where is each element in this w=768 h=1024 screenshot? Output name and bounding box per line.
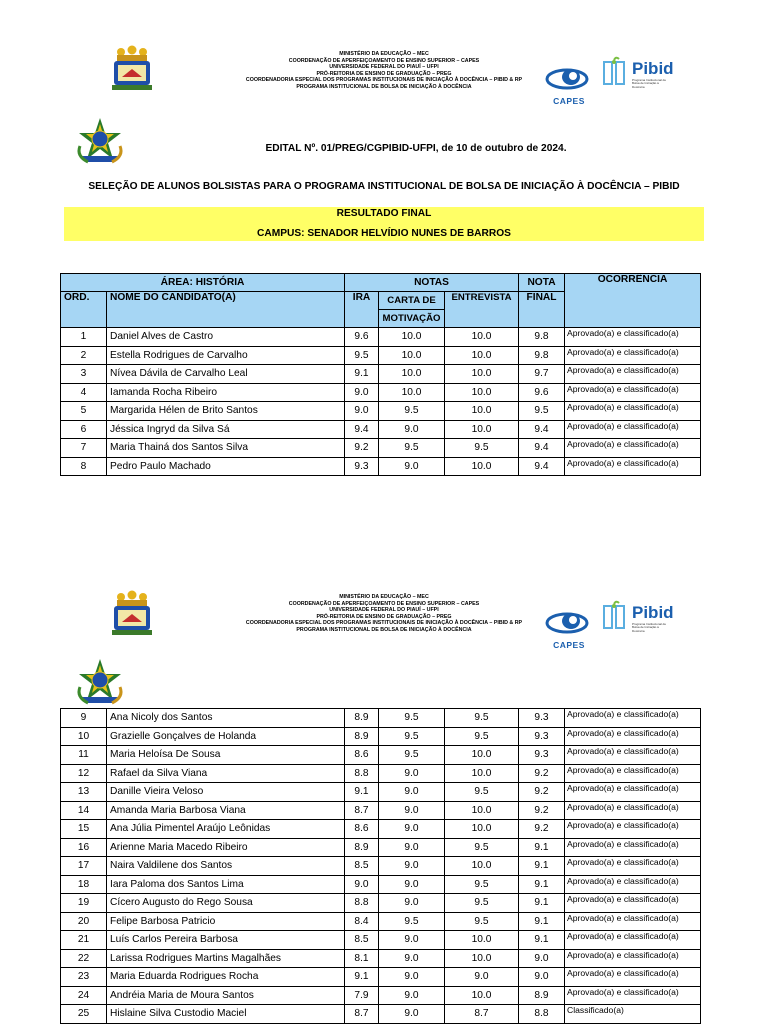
cell-entrevista: 10.0	[445, 402, 519, 421]
selection-title: SELEÇÃO DE ALUNOS BOLSISTAS PARA O PROGRAMA INSTITUCIONAL DE BOLSA DE INICIAÇÃO À DOCÊNCIA – PIBID	[88, 181, 680, 192]
cell-ira: 8.5	[345, 857, 379, 876]
cell-ira: 8.9	[345, 709, 379, 728]
table-row	[61, 746, 701, 765]
cell-nome: Estella Rodrigues de Carvalho	[107, 346, 345, 365]
cell-nota-final: 9.1	[519, 875, 565, 894]
cell-ord: 9	[61, 709, 107, 728]
result-banner	[64, 207, 704, 241]
cell-carta: 10.0	[379, 383, 445, 402]
cell-nome: Jéssica Ingryd da Silva Sá	[107, 420, 345, 439]
cell-entrevista: 10.0	[445, 457, 519, 476]
cell-ord: 16	[61, 838, 107, 857]
cell-nota-final: 9.6	[519, 383, 565, 402]
cell-ord: 10	[61, 727, 107, 746]
cell-ord: 24	[61, 986, 107, 1005]
table-row	[61, 949, 701, 968]
cell-ocorrencia: Aprovado(a) e classificado(a)	[565, 875, 701, 894]
cell-carta: 9.0	[379, 986, 445, 1005]
cell-ocorrencia: Aprovado(a) e classificado(a)	[565, 912, 701, 931]
cell-ord: 11	[61, 746, 107, 765]
cell-nota-final: 9.3	[519, 709, 565, 728]
cell-nota-final: 9.2	[519, 801, 565, 820]
cell-carta: 9.0	[379, 968, 445, 987]
cell-nome: Danille Vieira Veloso	[107, 783, 345, 802]
cell-nome: Felipe Barbosa Patricio	[107, 912, 345, 931]
header-line: COORDENAÇÃO DE APERFEIÇOAMENTO DE ENSINO SUPERIOR – CAPES	[288, 600, 480, 607]
cell-ira: 9.0	[345, 402, 379, 421]
cell-carta: 9.0	[379, 820, 445, 839]
cell-ocorrencia: Aprovado(a) e classificado(a)	[565, 402, 701, 421]
table-row	[61, 857, 701, 876]
nota-header: NOTA	[519, 274, 565, 292]
cell-nota-final: 9.1	[519, 838, 565, 857]
cell-entrevista: 10.0	[445, 746, 519, 765]
cell-ord: 8	[61, 457, 107, 476]
cell-nota-final: 9.0	[519, 949, 565, 968]
cell-carta: 9.5	[379, 912, 445, 931]
cell-nome: Cícero Augusto do Rego Sousa	[107, 894, 345, 913]
cell-ira: 8.4	[345, 912, 379, 931]
cell-nome: Maria Thainá dos Santos Silva	[107, 439, 345, 458]
campus-title: CAMPUS: SENADOR HELVÍDIO NUNES DE BARROS	[257, 228, 511, 239]
cell-ord: 12	[61, 764, 107, 783]
cell-nome: Iara Paloma dos Santos Lima	[107, 875, 345, 894]
cell-ord: 21	[61, 931, 107, 950]
table-row	[61, 328, 701, 347]
cell-ocorrencia: Aprovado(a) e classificado(a)	[565, 439, 701, 458]
cell-nota-final: 9.0	[519, 968, 565, 987]
pibid-logo	[602, 56, 682, 90]
cell-entrevista: 10.0	[445, 420, 519, 439]
cell-carta: 9.0	[379, 457, 445, 476]
header-line: UNIVERSIDADE FEDERAL DO PIAUÍ – UFPI	[329, 607, 439, 614]
cell-entrevista: 10.0	[445, 346, 519, 365]
table-row	[61, 894, 701, 913]
cell-carta: 10.0	[379, 328, 445, 347]
cell-entrevista: 10.0	[445, 857, 519, 876]
cell-entrevista: 10.0	[445, 949, 519, 968]
table-row	[61, 420, 701, 439]
cell-carta: 9.5	[379, 439, 445, 458]
header-line: MINISTÉRIO DA EDUCAÇÃO – MEC	[339, 594, 429, 600]
cell-nota-final: 8.8	[519, 1005, 565, 1024]
header-line: PRÓ-REITORIA DE ENSINO DE GRADUAÇÃO – PREG	[316, 70, 452, 77]
cell-ira: 8.8	[345, 764, 379, 783]
brazil-coat-of-arms-icon	[74, 116, 126, 168]
cell-nota-final: 9.2	[519, 820, 565, 839]
cell-entrevista: 10.0	[445, 820, 519, 839]
notas-header: NOTAS	[345, 274, 519, 292]
cell-nota-final: 9.7	[519, 365, 565, 384]
cell-ira: 9.1	[345, 968, 379, 987]
table-row	[61, 820, 701, 839]
cell-carta: 9.0	[379, 801, 445, 820]
table-row	[61, 346, 701, 365]
cell-ord: 13	[61, 783, 107, 802]
header-line: PROGRAMA INSTITUCIONAL DE BOLSA DE INICIAÇÃO À DOCÊNCIA	[296, 83, 472, 90]
cell-nota-final: 9.1	[519, 857, 565, 876]
cell-nota-final: 9.5	[519, 402, 565, 421]
pibid-label: Pibid	[632, 603, 674, 622]
table-row	[61, 365, 701, 384]
cell-ocorrencia: Aprovado(a) e classificado(a)	[565, 857, 701, 876]
cell-carta: 9.0	[379, 764, 445, 783]
pibid-label: Pibid	[632, 59, 674, 78]
cell-carta: 9.5	[379, 402, 445, 421]
cell-nome: Maria Eduarda Rodrigues Rocha	[107, 968, 345, 987]
cell-nome: Luís Carlos Pereira Barbosa	[107, 931, 345, 950]
cell-nome: Maria Heloísa De Sousa	[107, 746, 345, 765]
cell-ocorrencia: Aprovado(a) e classificado(a)	[565, 931, 701, 950]
cell-entrevista: 9.5	[445, 838, 519, 857]
cell-nota-final: 9.8	[519, 328, 565, 347]
ira-header: IRA	[345, 292, 379, 328]
cell-ocorrencia: Aprovado(a) e classificado(a)	[565, 457, 701, 476]
cell-nota-final: 9.4	[519, 457, 565, 476]
cell-ira: 9.0	[345, 383, 379, 402]
cell-ira: 8.9	[345, 727, 379, 746]
table-row	[61, 801, 701, 820]
cell-ord: 25	[61, 1005, 107, 1024]
cell-carta: 9.0	[379, 875, 445, 894]
cell-ira: 9.4	[345, 420, 379, 439]
cell-ira: 8.8	[345, 894, 379, 913]
cell-entrevista: 10.0	[445, 764, 519, 783]
cell-ocorrencia: Aprovado(a) e classificado(a)	[565, 709, 701, 728]
cell-ocorrencia: Aprovado(a) e classificado(a)	[565, 383, 701, 402]
ord-header: ORD.	[61, 292, 107, 328]
cell-ord: 4	[61, 383, 107, 402]
cell-ord: 6	[61, 420, 107, 439]
cell-ocorrencia: Aprovado(a) e classificado(a)	[565, 801, 701, 820]
cell-ord: 23	[61, 968, 107, 987]
pibid-subtitle: Programa Institucional de Bolsa de Iniciação à Docência	[632, 622, 667, 633]
table-row	[61, 439, 701, 458]
cell-ord: 2	[61, 346, 107, 365]
cell-entrevista: 9.5	[445, 894, 519, 913]
cell-ocorrencia: Aprovado(a) e classificado(a)	[565, 783, 701, 802]
cell-ocorrencia: Aprovado(a) e classificado(a)	[565, 838, 701, 857]
cell-ord: 7	[61, 439, 107, 458]
cell-ocorrencia: Aprovado(a) e classificado(a)	[565, 764, 701, 783]
cell-ira: 8.6	[345, 746, 379, 765]
cell-nota-final: 9.2	[519, 764, 565, 783]
cell-ira: 9.2	[345, 439, 379, 458]
cell-ocorrencia: Aprovado(a) e classificado(a)	[565, 968, 701, 987]
table-row	[61, 727, 701, 746]
cell-ord: 18	[61, 875, 107, 894]
cell-entrevista: 9.5	[445, 783, 519, 802]
table-row	[61, 875, 701, 894]
header-line: COORDENADORIA ESPECIAL DOS PROGRAMAS INSTITUCIONAIS DE INICIAÇÃO À DOCÊNCIA – PIBID & RP	[245, 77, 523, 84]
cell-ord: 15	[61, 820, 107, 839]
cell-nome: Larissa Rodrigues Martins Magalhães	[107, 949, 345, 968]
cell-ocorrencia: Aprovado(a) e classificado(a)	[565, 420, 701, 439]
cell-carta: 9.0	[379, 838, 445, 857]
table-row	[61, 783, 701, 802]
cell-ocorrencia: Aprovado(a) e classificado(a)	[565, 346, 701, 365]
cell-ira: 9.5	[345, 346, 379, 365]
final-header: FINAL	[519, 292, 565, 328]
cell-ord: 22	[61, 949, 107, 968]
cell-ira: 8.7	[345, 1005, 379, 1024]
table-row	[61, 1005, 701, 1024]
cell-nome: Margarida Hélen de Brito Santos	[107, 402, 345, 421]
header-line: PRÓ-REITORIA DE ENSINO DE GRADUAÇÃO – PREG	[316, 613, 452, 620]
cell-entrevista: 10.0	[445, 328, 519, 347]
cell-nome: Iamanda Rocha Ribeiro	[107, 383, 345, 402]
header-line: MINISTÉRIO DA EDUCAÇÃO – MEC	[339, 51, 429, 57]
cell-entrevista: 9.5	[445, 727, 519, 746]
cell-entrevista: 9.5	[445, 439, 519, 458]
cell-carta: 9.0	[379, 931, 445, 950]
pibid-icon	[602, 600, 630, 630]
cell-nome: Naira Valdilene dos Santos	[107, 857, 345, 876]
cell-nota-final: 9.4	[519, 439, 565, 458]
cell-carta: 10.0	[379, 346, 445, 365]
header-line: UNIVERSIDADE FEDERAL DO PIAUÍ – UFPI	[329, 64, 439, 71]
cell-nome: Pedro Paulo Machado	[107, 457, 345, 476]
table-row	[61, 912, 701, 931]
pibid-logo	[602, 600, 682, 634]
cell-entrevista: 10.0	[445, 986, 519, 1005]
cell-ocorrencia: Aprovado(a) e classificado(a)	[565, 746, 701, 765]
cell-nome: Ana Júlia Pimentel Araújo Leônidas	[107, 820, 345, 839]
table-row	[61, 383, 701, 402]
cell-carta: 9.0	[379, 949, 445, 968]
capes-icon	[544, 608, 594, 636]
cell-carta: 9.5	[379, 746, 445, 765]
cell-ira: 8.1	[345, 949, 379, 968]
table-body	[61, 709, 701, 1024]
cell-entrevista: 10.0	[445, 383, 519, 402]
header-line: COORDENADORIA ESPECIAL DOS PROGRAMAS INSTITUCIONAIS DE INICIAÇÃO À DOCÊNCIA – PIBID & RP	[245, 620, 523, 627]
cell-ira: 8.6	[345, 820, 379, 839]
cell-nota-final: 9.8	[519, 346, 565, 365]
cell-nota-final: 8.9	[519, 986, 565, 1005]
table-row	[61, 986, 701, 1005]
cell-ocorrencia: Aprovado(a) e classificado(a)	[565, 949, 701, 968]
pibid-icon	[602, 56, 630, 86]
cell-ocorrencia: Aprovado(a) e classificado(a)	[565, 986, 701, 1005]
area-header: ÁREA: HISTÓRIA	[61, 274, 345, 292]
cell-ira: 9.6	[345, 328, 379, 347]
nome-header: NOME DO CANDIDATO(A)	[107, 292, 345, 328]
cell-nota-final: 9.1	[519, 912, 565, 931]
cell-nome: Hislaine Silva Custodio Maciel	[107, 1005, 345, 1024]
results-table-page2	[60, 708, 701, 1024]
capes-logo	[544, 608, 594, 648]
cell-entrevista: 9.5	[445, 709, 519, 728]
cell-ocorrencia: Aprovado(a) e classificado(a)	[565, 727, 701, 746]
cell-nome: Grazielle Gonçalves de Holanda	[107, 727, 345, 746]
cell-nota-final: 9.1	[519, 894, 565, 913]
entrevista-header: ENTREVISTA	[445, 292, 519, 328]
capes-icon	[544, 64, 594, 92]
cell-entrevista: 10.0	[445, 365, 519, 384]
capes-label: CAPES	[553, 640, 585, 650]
cell-ira: 9.1	[345, 783, 379, 802]
cell-nome: Arienne Maria Macedo Ribeiro	[107, 838, 345, 857]
cell-ord: 14	[61, 801, 107, 820]
table-row	[61, 764, 701, 783]
table-row	[61, 931, 701, 950]
edital-title: EDITAL Nº. 01/PREG/CGPIBID-UFPI, de 10 de outubro de 2024.	[265, 143, 567, 154]
cell-ord: 19	[61, 894, 107, 913]
cell-nota-final: 9.3	[519, 727, 565, 746]
cell-nome: Amanda Maria Barbosa Viana	[107, 801, 345, 820]
cell-ocorrencia: Aprovado(a) e classificado(a)	[565, 894, 701, 913]
cell-carta: 9.0	[379, 420, 445, 439]
cell-nome: Nívea Dávila de Carvalho Leal	[107, 365, 345, 384]
cell-nome: Daniel Alves de Castro	[107, 328, 345, 347]
brazil-coat-of-arms-icon	[74, 657, 126, 709]
cell-nota-final: 9.3	[519, 746, 565, 765]
cell-ord: 5	[61, 402, 107, 421]
cell-ord: 3	[61, 365, 107, 384]
cell-nome: Rafael da Silva Viana	[107, 764, 345, 783]
table-row	[61, 402, 701, 421]
cell-ira: 9.3	[345, 457, 379, 476]
results-table-page1	[60, 273, 701, 476]
cell-entrevista: 8.7	[445, 1005, 519, 1024]
cell-ira: 9.0	[345, 875, 379, 894]
cell-nota-final: 9.4	[519, 420, 565, 439]
cell-entrevista: 9.0	[445, 968, 519, 987]
cell-ocorrencia: Aprovado(a) e classificado(a)	[565, 328, 701, 347]
table-row	[61, 838, 701, 857]
capes-label: CAPES	[553, 96, 585, 106]
cell-ocorrencia: Aprovado(a) e classificado(a)	[565, 365, 701, 384]
motivacao-header: MOTIVAÇÃO	[379, 310, 445, 328]
cell-ocorrencia: Aprovado(a) e classificado(a)	[565, 820, 701, 839]
pibid-subtitle: Programa Institucional de Bolsa de Iniciação à Docência	[632, 78, 667, 89]
header-line: PROGRAMA INSTITUCIONAL DE BOLSA DE INICIAÇÃO À DOCÊNCIA	[296, 626, 472, 633]
cell-carta: 9.0	[379, 1005, 445, 1024]
table-body	[61, 328, 701, 476]
cell-entrevista: 10.0	[445, 801, 519, 820]
cell-ira: 8.5	[345, 931, 379, 950]
cell-ira: 8.7	[345, 801, 379, 820]
table-row	[61, 709, 701, 728]
cell-ord: 1	[61, 328, 107, 347]
cell-carta: 9.0	[379, 783, 445, 802]
cell-entrevista: 9.5	[445, 875, 519, 894]
cell-ord: 20	[61, 912, 107, 931]
cell-ira: 9.1	[345, 365, 379, 384]
cell-ira: 7.9	[345, 986, 379, 1005]
cell-ord: 17	[61, 857, 107, 876]
cell-nota-final: 9.1	[519, 931, 565, 950]
cell-entrevista: 9.5	[445, 912, 519, 931]
carta-header: CARTA DE	[379, 292, 445, 310]
cell-carta: 9.0	[379, 894, 445, 913]
header-line: COORDENAÇÃO DE APERFEIÇOAMENTO DE ENSINO SUPERIOR – CAPES	[288, 57, 480, 64]
cell-carta: 9.5	[379, 727, 445, 746]
table-row	[61, 457, 701, 476]
cell-entrevista: 10.0	[445, 931, 519, 950]
cell-carta: 9.0	[379, 857, 445, 876]
cell-ira: 8.9	[345, 838, 379, 857]
cell-nota-final: 9.2	[519, 783, 565, 802]
cell-nome: Ana Nicoly dos Santos	[107, 709, 345, 728]
ocorrencia-header: OCORRÊNCIA	[565, 274, 701, 328]
capes-logo	[544, 64, 594, 104]
table-row	[61, 968, 701, 987]
cell-nome: Andréia Maria de Moura Santos	[107, 986, 345, 1005]
cell-carta: 9.5	[379, 709, 445, 728]
cell-ocorrencia: Classificado(a)	[565, 1005, 701, 1024]
cell-carta: 10.0	[379, 365, 445, 384]
result-title: RESULTADO FINAL	[336, 208, 432, 219]
